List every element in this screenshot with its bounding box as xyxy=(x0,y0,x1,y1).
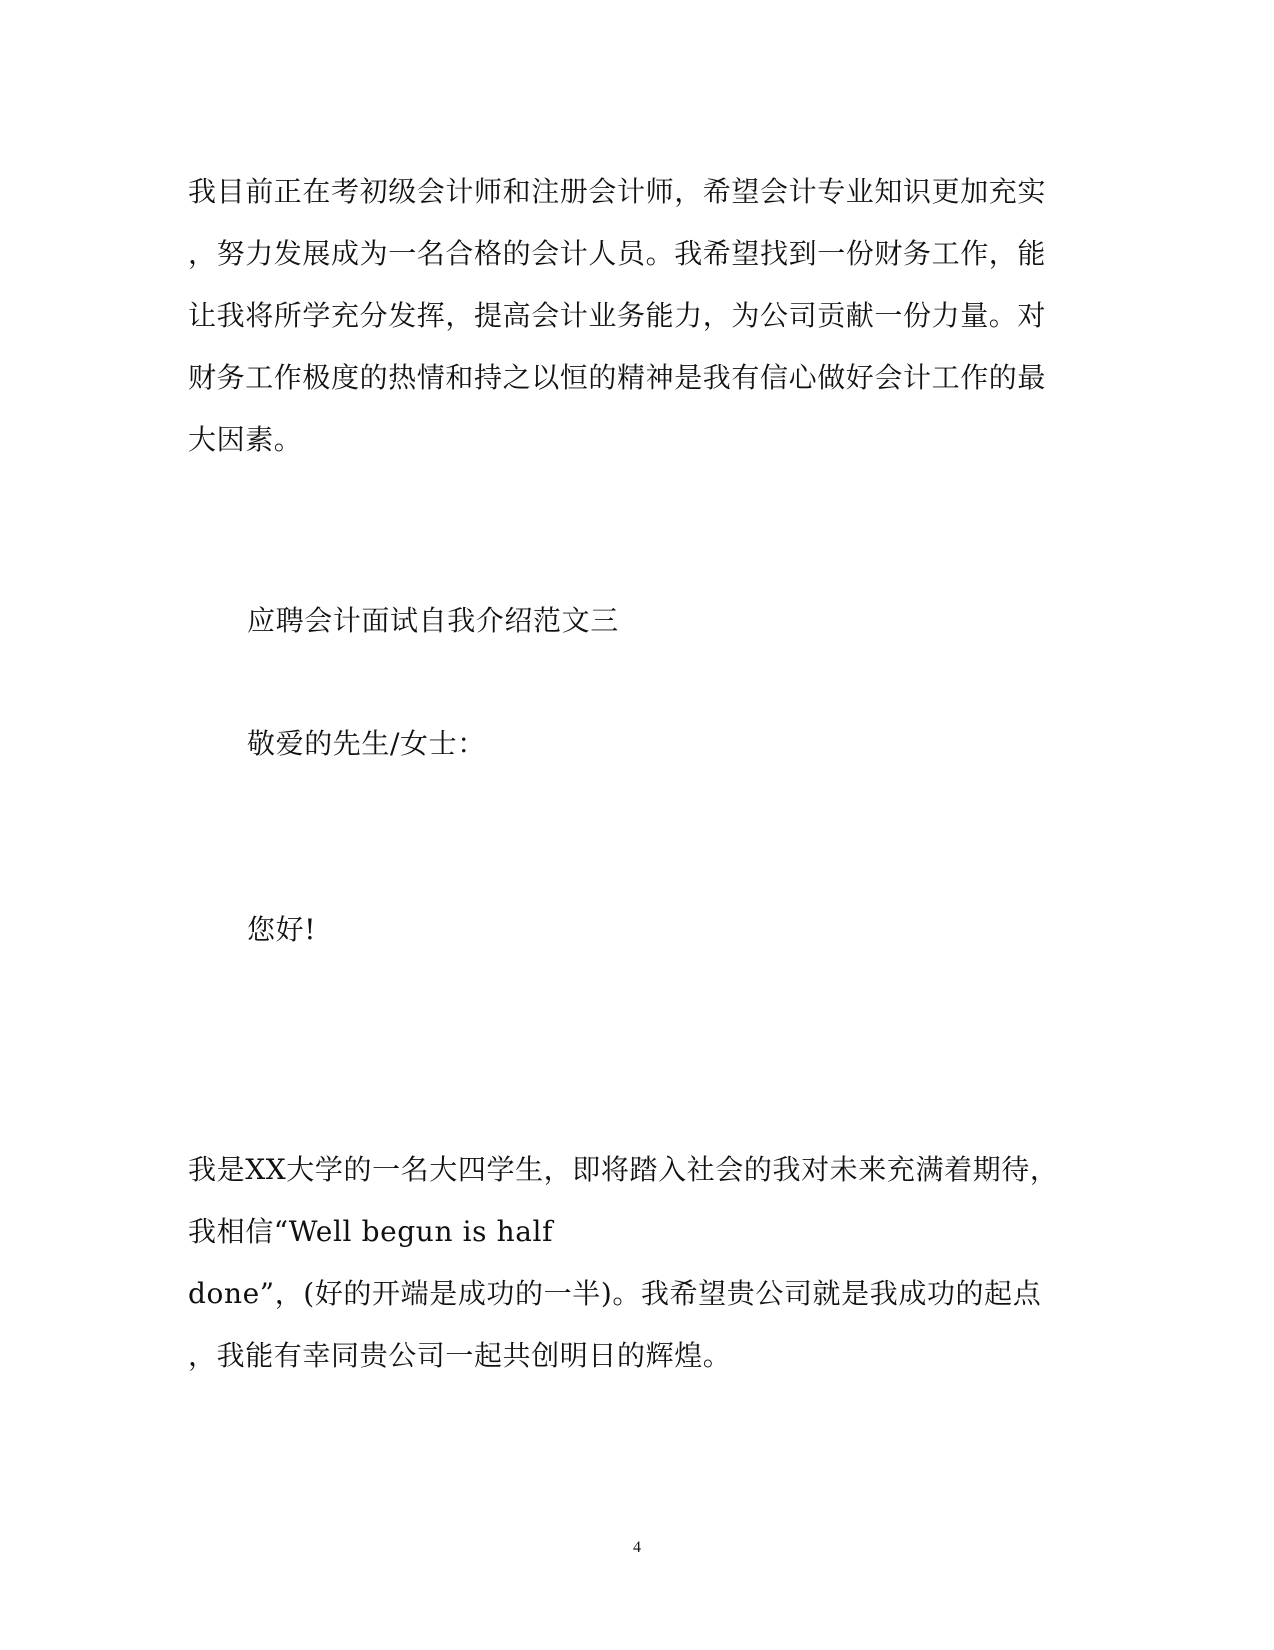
section-title: 应聘会计面试自我介绍范文三 xyxy=(247,604,619,637)
paragraph-line: ，我能有幸同贵公司一起共创明日的辉煌。 xyxy=(188,1339,732,1372)
paragraph-line: 我目前正在考初级会计师和注册会计师，希望会计专业知识更加充实 xyxy=(188,175,1047,208)
paragraph-line: 让我将所学充分发挥，提高会计业务能力，为公司贡献一份力量。对 xyxy=(188,299,1047,332)
greeting: 您好! xyxy=(247,913,317,946)
paragraph-line: 我相信“Well begun is half xyxy=(188,1215,554,1248)
page-number: 4 xyxy=(633,1539,641,1556)
paragraph-line: done”，(好的开端是成功的一半)。我希望贵公司就是我成功的起点 xyxy=(188,1277,1042,1310)
paragraph-line: 大因素。 xyxy=(188,423,303,456)
salutation: 敬爱的先生/女士： xyxy=(247,727,486,760)
paragraph-line: ，努力发展成为一名合格的会计人员。我希望找到一份财务工作，能 xyxy=(188,237,1047,270)
paragraph-line: 我是XX大学的一名大四学生，即将踏入社会的我对未来充满着期待， xyxy=(188,1153,1059,1186)
paragraph-line: 财务工作极度的热情和持之以恒的精神是我有信心做好会计工作的最 xyxy=(188,361,1047,394)
